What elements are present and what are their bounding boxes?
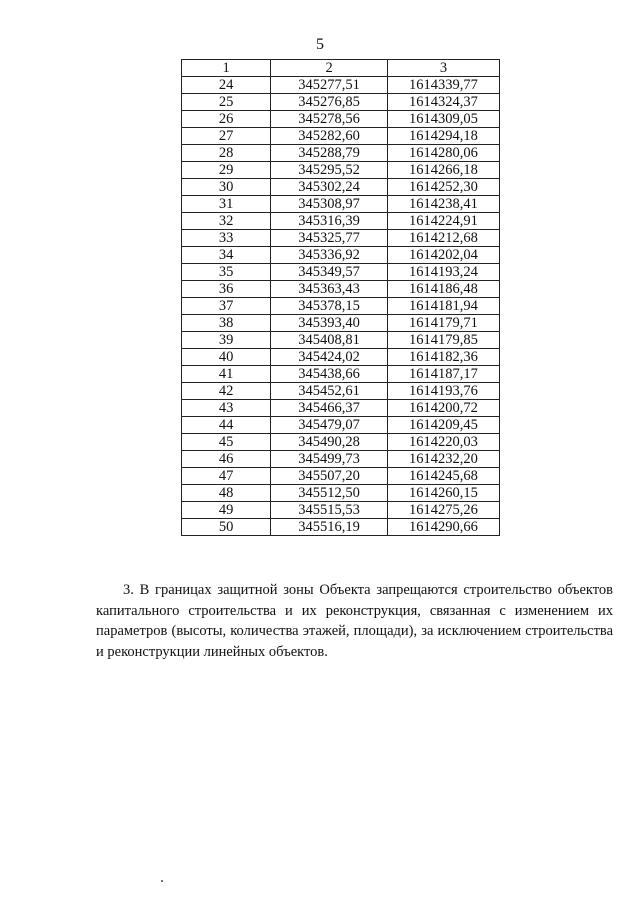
y-coordinate-cell: 1614202,04 (387, 247, 499, 264)
table-row (182, 349, 500, 366)
y-coordinate-cell: 1614266,18 (387, 162, 499, 179)
x-coordinate-cell: 345363,43 (271, 281, 388, 298)
point-number-cell: 34 (182, 247, 271, 264)
table-row (182, 111, 500, 128)
point-number-cell: 36 (182, 281, 271, 298)
point-number-cell: 42 (182, 383, 271, 400)
x-coordinate-cell: 345438,66 (271, 366, 388, 383)
point-number-cell: 46 (182, 451, 271, 468)
x-coordinate-cell: 345499,73 (271, 451, 388, 468)
point-number-cell: 37 (182, 298, 271, 315)
x-coordinate-cell: 345349,57 (271, 264, 388, 281)
point-number-cell: 43 (182, 400, 271, 417)
point-number-cell: 31 (182, 196, 271, 213)
x-coordinate-cell: 345515,53 (271, 502, 388, 519)
table-row (182, 468, 500, 485)
y-coordinate-cell: 1614260,15 (387, 485, 499, 502)
x-coordinate-cell: 345302,24 (271, 179, 388, 196)
point-number-cell: 35 (182, 264, 271, 281)
table-row (182, 383, 500, 400)
point-number-cell: 38 (182, 315, 271, 332)
y-coordinate-cell: 1614179,85 (387, 332, 499, 349)
point-number-cell: 39 (182, 332, 271, 349)
point-number-cell: 29 (182, 162, 271, 179)
table-row (182, 128, 500, 145)
y-coordinate-cell: 1614245,68 (387, 468, 499, 485)
x-coordinate-cell: 345424,02 (271, 349, 388, 366)
column-header: 1 (182, 60, 271, 77)
y-coordinate-cell: 1614182,36 (387, 349, 499, 366)
y-coordinate-cell: 1614181,94 (387, 298, 499, 315)
table-header-row (182, 60, 500, 77)
x-coordinate-cell: 345282,60 (271, 128, 388, 145)
scan-speck (161, 880, 163, 882)
point-number-cell: 49 (182, 502, 271, 519)
table-row (182, 332, 500, 349)
table-row (182, 281, 500, 298)
y-coordinate-cell: 1614193,76 (387, 383, 499, 400)
point-number-cell: 44 (182, 417, 271, 434)
point-number-cell: 47 (182, 468, 271, 485)
y-coordinate-cell: 1614187,17 (387, 366, 499, 383)
y-coordinate-cell: 1614309,05 (387, 111, 499, 128)
y-coordinate-cell: 1614294,18 (387, 128, 499, 145)
y-coordinate-cell: 1614275,26 (387, 502, 499, 519)
x-coordinate-cell: 345336,92 (271, 247, 388, 264)
x-coordinate-cell: 345276,85 (271, 94, 388, 111)
table-row (182, 230, 500, 247)
table-row (182, 179, 500, 196)
point-number-cell: 27 (182, 128, 271, 145)
table-row (182, 77, 500, 94)
table-row (182, 502, 500, 519)
y-coordinate-cell: 1614193,24 (387, 264, 499, 281)
x-coordinate-cell: 345308,97 (271, 196, 388, 213)
point-number-cell: 40 (182, 349, 271, 366)
y-coordinate-cell: 1614209,45 (387, 417, 499, 434)
table-row (182, 315, 500, 332)
y-coordinate-cell: 1614324,37 (387, 94, 499, 111)
table-row (182, 213, 500, 230)
x-coordinate-cell: 345277,51 (271, 77, 388, 94)
y-coordinate-cell: 1614339,77 (387, 77, 499, 94)
page-number: 5 (316, 36, 324, 53)
table-row (182, 451, 500, 468)
table-row (182, 196, 500, 213)
x-coordinate-cell: 345316,39 (271, 213, 388, 230)
table-row (182, 366, 500, 383)
y-coordinate-cell: 1614179,71 (387, 315, 499, 332)
x-coordinate-cell: 345466,37 (271, 400, 388, 417)
x-coordinate-cell: 345378,15 (271, 298, 388, 315)
x-coordinate-cell: 345507,20 (271, 468, 388, 485)
y-coordinate-cell: 1614232,20 (387, 451, 499, 468)
table-body (182, 77, 500, 536)
y-coordinate-cell: 1614290,66 (387, 519, 499, 536)
point-number-cell: 24 (182, 77, 271, 94)
y-coordinate-cell: 1614200,72 (387, 400, 499, 417)
column-header: 2 (271, 60, 388, 77)
table-row (182, 485, 500, 502)
point-number-cell: 33 (182, 230, 271, 247)
table-row (182, 519, 500, 536)
table-row (182, 298, 500, 315)
column-header: 3 (387, 60, 499, 77)
y-coordinate-cell: 1614280,06 (387, 145, 499, 162)
table-row (182, 264, 500, 281)
x-coordinate-cell: 345393,40 (271, 315, 388, 332)
point-number-cell: 28 (182, 145, 271, 162)
point-number-cell: 30 (182, 179, 271, 196)
y-coordinate-cell: 1614212,68 (387, 230, 499, 247)
point-number-cell: 41 (182, 366, 271, 383)
point-number-cell: 32 (182, 213, 271, 230)
x-coordinate-cell: 345325,77 (271, 230, 388, 247)
y-coordinate-cell: 1614252,30 (387, 179, 499, 196)
x-coordinate-cell: 345516,19 (271, 519, 388, 536)
y-coordinate-cell: 1614220,03 (387, 434, 499, 451)
x-coordinate-cell: 345278,56 (271, 111, 388, 128)
y-coordinate-cell: 1614186,48 (387, 281, 499, 298)
y-coordinate-cell: 1614238,41 (387, 196, 499, 213)
point-number-cell: 25 (182, 94, 271, 111)
table-row (182, 434, 500, 451)
restriction-paragraph: 3. В границах защитной зоны Объекта запрещаются строительство объектов капитального строительства и их реконструкция, связанная с изменением их параметров (высоты, количества этажей, площади), за исключением строительства и реконструкции линейных объектов. (96, 582, 613, 660)
coordinates-table (181, 59, 500, 536)
x-coordinate-cell: 345295,52 (271, 162, 388, 179)
table-row (182, 247, 500, 264)
table-row (182, 162, 500, 179)
table-row (182, 417, 500, 434)
point-number-cell: 48 (182, 485, 271, 502)
point-number-cell: 50 (182, 519, 271, 536)
point-number-cell: 45 (182, 434, 271, 451)
y-coordinate-cell: 1614224,91 (387, 213, 499, 230)
table-row (182, 94, 500, 111)
point-number-cell: 26 (182, 111, 271, 128)
x-coordinate-cell: 345479,07 (271, 417, 388, 434)
x-coordinate-cell: 345512,50 (271, 485, 388, 502)
x-coordinate-cell: 345490,28 (271, 434, 388, 451)
x-coordinate-cell: 345408,81 (271, 332, 388, 349)
x-coordinate-cell: 345288,79 (271, 145, 388, 162)
table-row (182, 145, 500, 162)
table-row (182, 400, 500, 417)
x-coordinate-cell: 345452,61 (271, 383, 388, 400)
